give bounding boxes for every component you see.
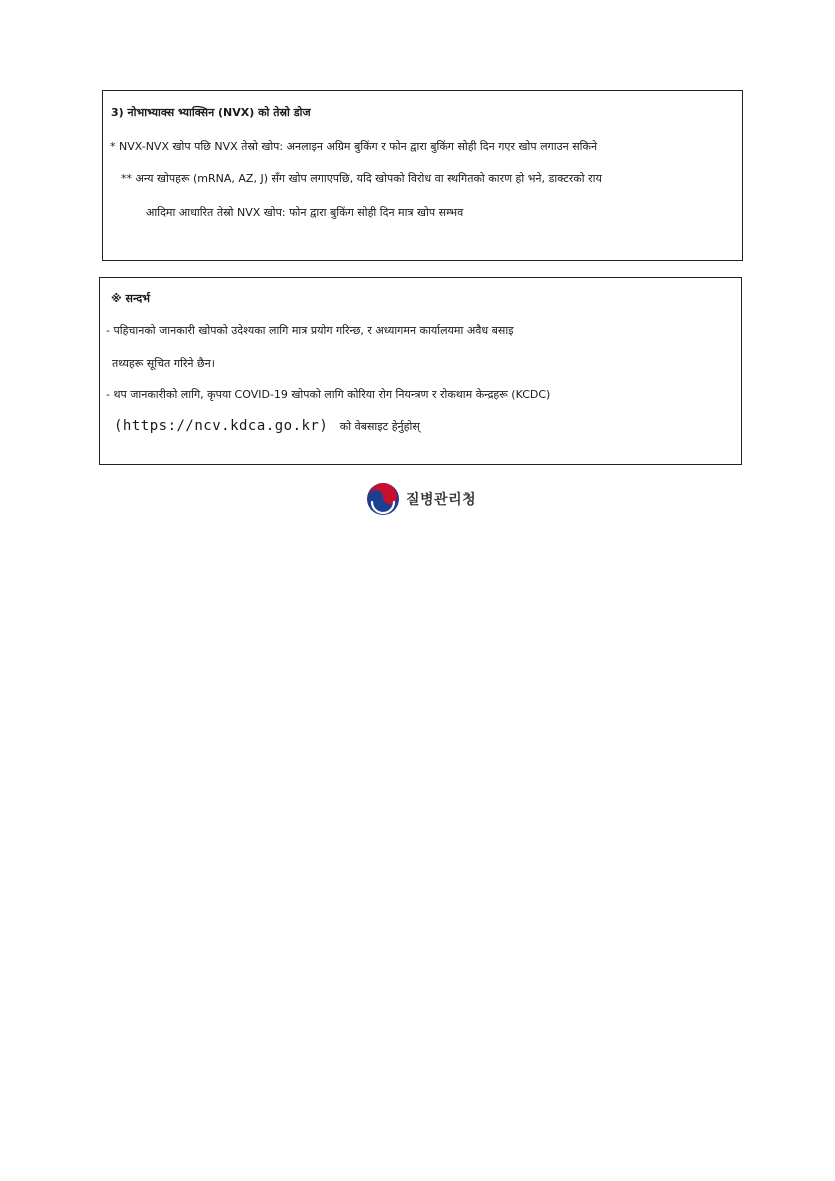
reference-line-1: - पहिचानको जानकारी खोपको उदेश्यका लागि मात्र प्रयोग गरिन्छ, र अध्यागमन कार्यालयमा अवैध बसाइ <box>106 324 514 337</box>
kdca-logo <box>366 482 476 516</box>
nvx-line-2: ** अन्य खोपहरू (mRNA, AZ, J) सँग खोप लगाएपछि, यदि खोपको विरोध वा स्थगितको कारण हो भने, डाक्टरको राय <box>121 172 602 185</box>
nvx-line-3: आदिमा आधारित तेस्रो NVX खोप: फोन द्वारा बुकिंग सोही दिन मात्र खोप सम्भव <box>146 206 464 219</box>
kdca-website-url: (https://ncv.kdca.go.kr) <box>114 418 329 434</box>
nvx-section-title: 3) नोभाभ्याक्स भ्याक्सिन (NVX) को तेस्रो डोज <box>111 106 311 119</box>
reference-line-2: तथ्यहरू सूचित गरिने छैन। <box>112 357 215 370</box>
reference-line-3: - थप जानकारीको लागि, कृपया COVID-19 खोपको लागि कोरिया रोग नियन्त्रण र रोकथाम केन्द्रहरू (KCDC) <box>106 388 551 401</box>
taegeuk-emblem-icon <box>366 482 400 516</box>
nvx-line-1: * NVX-NVX खोप पछि NVX तेस्रो खोप: अनलाइन अग्रिम बुकिंग र फोन द्वारा बुकिंग सोही दिन गएर खोप लगाउन सकिने <box>110 140 598 153</box>
reference-line-4 <box>114 418 420 435</box>
reference-title: ※ सन्दर्भ <box>111 292 150 305</box>
kdca-logo-text: 질병관리청 <box>406 492 477 508</box>
website-suffix: को वेबसाइट हेर्नुहोस् <box>339 420 420 433</box>
